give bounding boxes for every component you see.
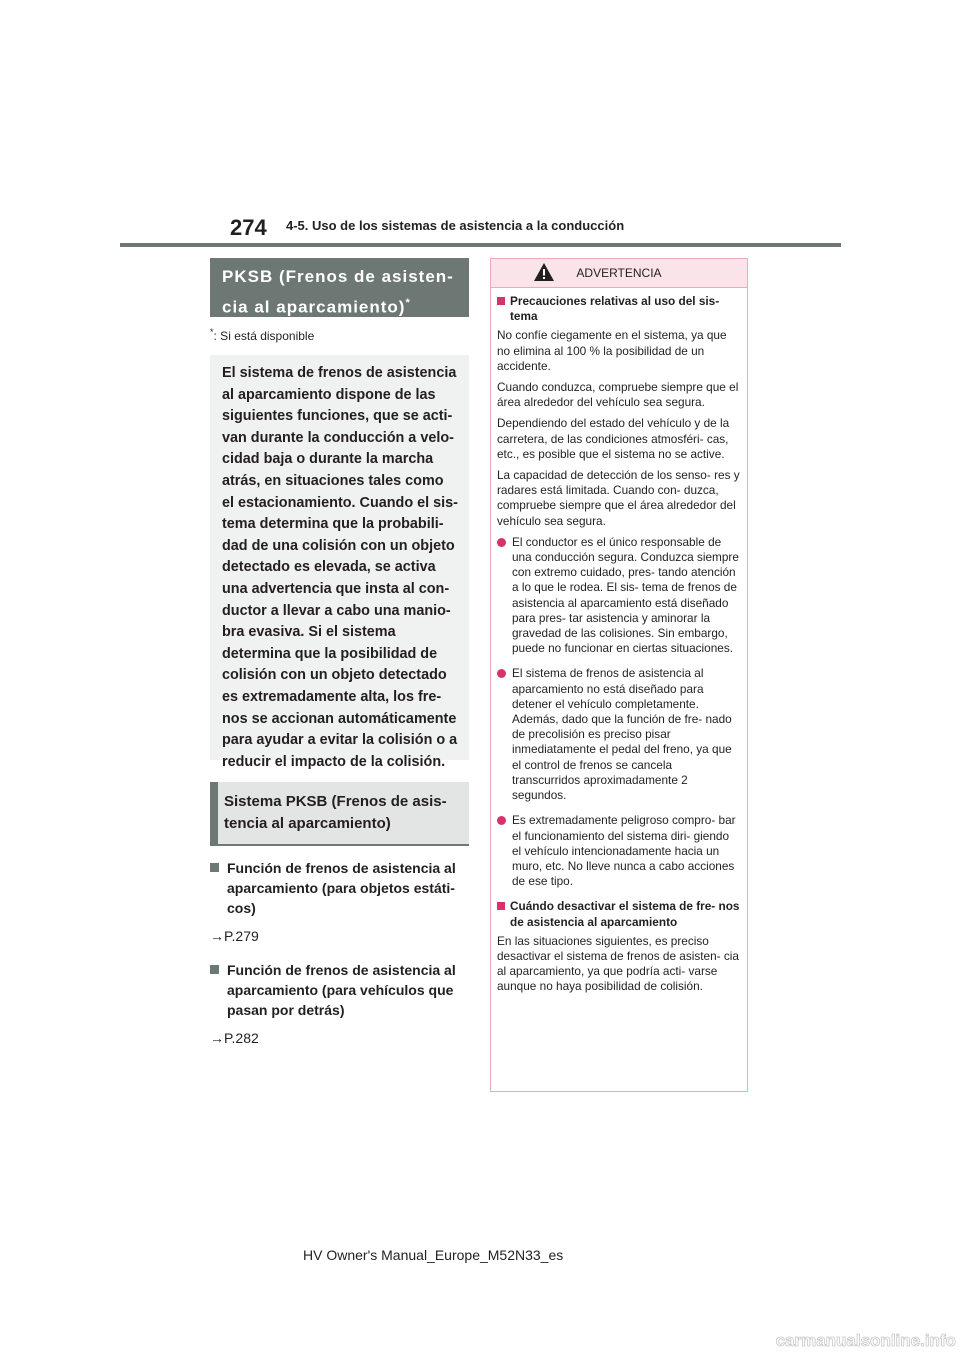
feature-item	[210, 960, 469, 1020]
feature-title: Función de frenos de asistencia al aparcamiento (para vehículos que pasan por detrás)	[227, 962, 456, 1018]
watermark	[720, 1326, 960, 1354]
footnote-text: : Si está disponible	[213, 329, 315, 343]
circle-bullet-icon	[497, 816, 506, 825]
warning-header	[491, 259, 747, 288]
feature-item	[210, 858, 469, 918]
page-reference-link[interactable]: →P.282	[210, 1030, 259, 1046]
square-bullet-icon	[497, 297, 505, 305]
left-column	[210, 258, 469, 1062]
warning-body	[491, 288, 747, 995]
warning-paragraph: Cuando conduzca, compruebe siempre que el área alrededor del vehículo sea segura.	[497, 380, 739, 410]
footer-manual-id: HV Owner's Manual_Europe_M52N33_es	[303, 1247, 564, 1263]
warning-paragraph: Dependiendo del estado del vehículo y de la carretera, de las condiciones atmosféri- cas, etc., es posible que el sistema no se active.	[497, 416, 730, 461]
page-number: 274	[230, 215, 267, 240]
warning-bullet-text: El sistema de frenos de asistencia al aparcamiento no está diseñado para detener el vehículo completamente. Además, dado que la función de fre- nado de precolisión es preciso pisar inmediatamente el pedal del freno, ya que el control de frenos se cancela transcurridos aproximadamente 2 segundos.	[512, 666, 732, 803]
footnote-marker: *	[210, 327, 214, 337]
feature-title: Función de frenos de asistencia al aparcamiento (para objetos estáti- cos)	[227, 860, 456, 916]
warning-bullet-text: Es extremadamente peligroso compro- bar el funcionamiento del sistema diri- giendo el vehículo intencionadamente hacia un muro, etc. No lleve nunca a cabo acciones de ese tipo.	[512, 813, 736, 889]
warning-paragraph: En las situaciones siguientes, es preciso desactivar el sistema de frenos de asisten- cia al aparcamiento, ya que podría acti- varse aunque no haya posibilidad de colisión.	[497, 933, 739, 994]
intro-box: El sistema de frenos de asistencia al aparcamiento dispone de las siguientes funciones, que se acti- van durante la conducción a velo- cidad baja o durante la marcha atrás, en situaciones tales como el estacionamiento. Cuando el sis- tema determina que la probabili- dad de una colisión con un objeto detectado es elevada, se activa una advertencia que insta al con- ductor a llevar a cabo una manio- bra evasiva. Si el sistema determina que la posibilidad de colisión con un objeto detectado es extremadamente alta, los fre- nos se accionan automáticamente para ayudar a evitar la colisión o a reducir el impacto de la colisión.	[210, 355, 469, 760]
circle-bullet-icon	[497, 669, 506, 678]
warning-subheading	[497, 899, 741, 929]
square-bullet-icon	[210, 965, 219, 974]
warning-title: ADVERTENCIA	[576, 266, 662, 280]
warning-subheading	[497, 294, 741, 324]
section-title: 4-5. Uso de los sistemas de asistencia a la conducción	[286, 218, 625, 233]
warning-triangle-icon	[533, 262, 555, 282]
watermark-text: carmanualsonline.info	[775, 1331, 956, 1350]
warning-paragraph: La capacidad de detección de los senso- res y radares está limitada. Cuando con- duzca, compruebe siempre que el área alrededor del vehículo sea segura.	[497, 468, 740, 528]
pksb-banner-title: PKSB (Frenos de asisten- cia al aparcamiento)	[222, 267, 454, 317]
system-banner: Sistema PKSB (Frenos de asis- tencia al aparcamiento)	[210, 782, 469, 846]
pksb-banner	[210, 258, 469, 317]
square-bullet-icon	[497, 902, 505, 910]
warning-bullet	[497, 666, 741, 803]
warning-bullet-text: El conductor es el único responsable de una conducción segura. Conduzca siempre con extremo cuidado, pres- tando atención a lo que le rodea. El sis- tema de frenos de asistencia al aparcamiento está diseñado para pres- tar asistencia y aminorar la gravedad de las colisiones. Sin embargo, puede no funcionar en ciertas situaciones.	[512, 534, 739, 656]
warning-subheading-text: Precauciones relativas al uso del sis- tema	[510, 294, 720, 324]
square-bullet-icon	[210, 863, 219, 872]
footnote	[210, 327, 469, 343]
pksb-banner-marker: *	[405, 297, 411, 309]
page-reference-link[interactable]: →P.279	[210, 928, 259, 944]
warning-paragraph: No confíe ciegamente en el sistema, ya que no elimina al 100 % la posibilidad de un accidente.	[497, 328, 727, 373]
warning-subheading-text: Cuándo desactivar el sistema de fre- nos de asistencia al aparcamiento	[510, 899, 740, 929]
header-rule	[120, 243, 841, 247]
warning-bullet	[497, 813, 741, 889]
warning-box	[490, 258, 748, 1092]
warning-bullet	[497, 535, 741, 657]
circle-bullet-icon	[497, 538, 506, 547]
